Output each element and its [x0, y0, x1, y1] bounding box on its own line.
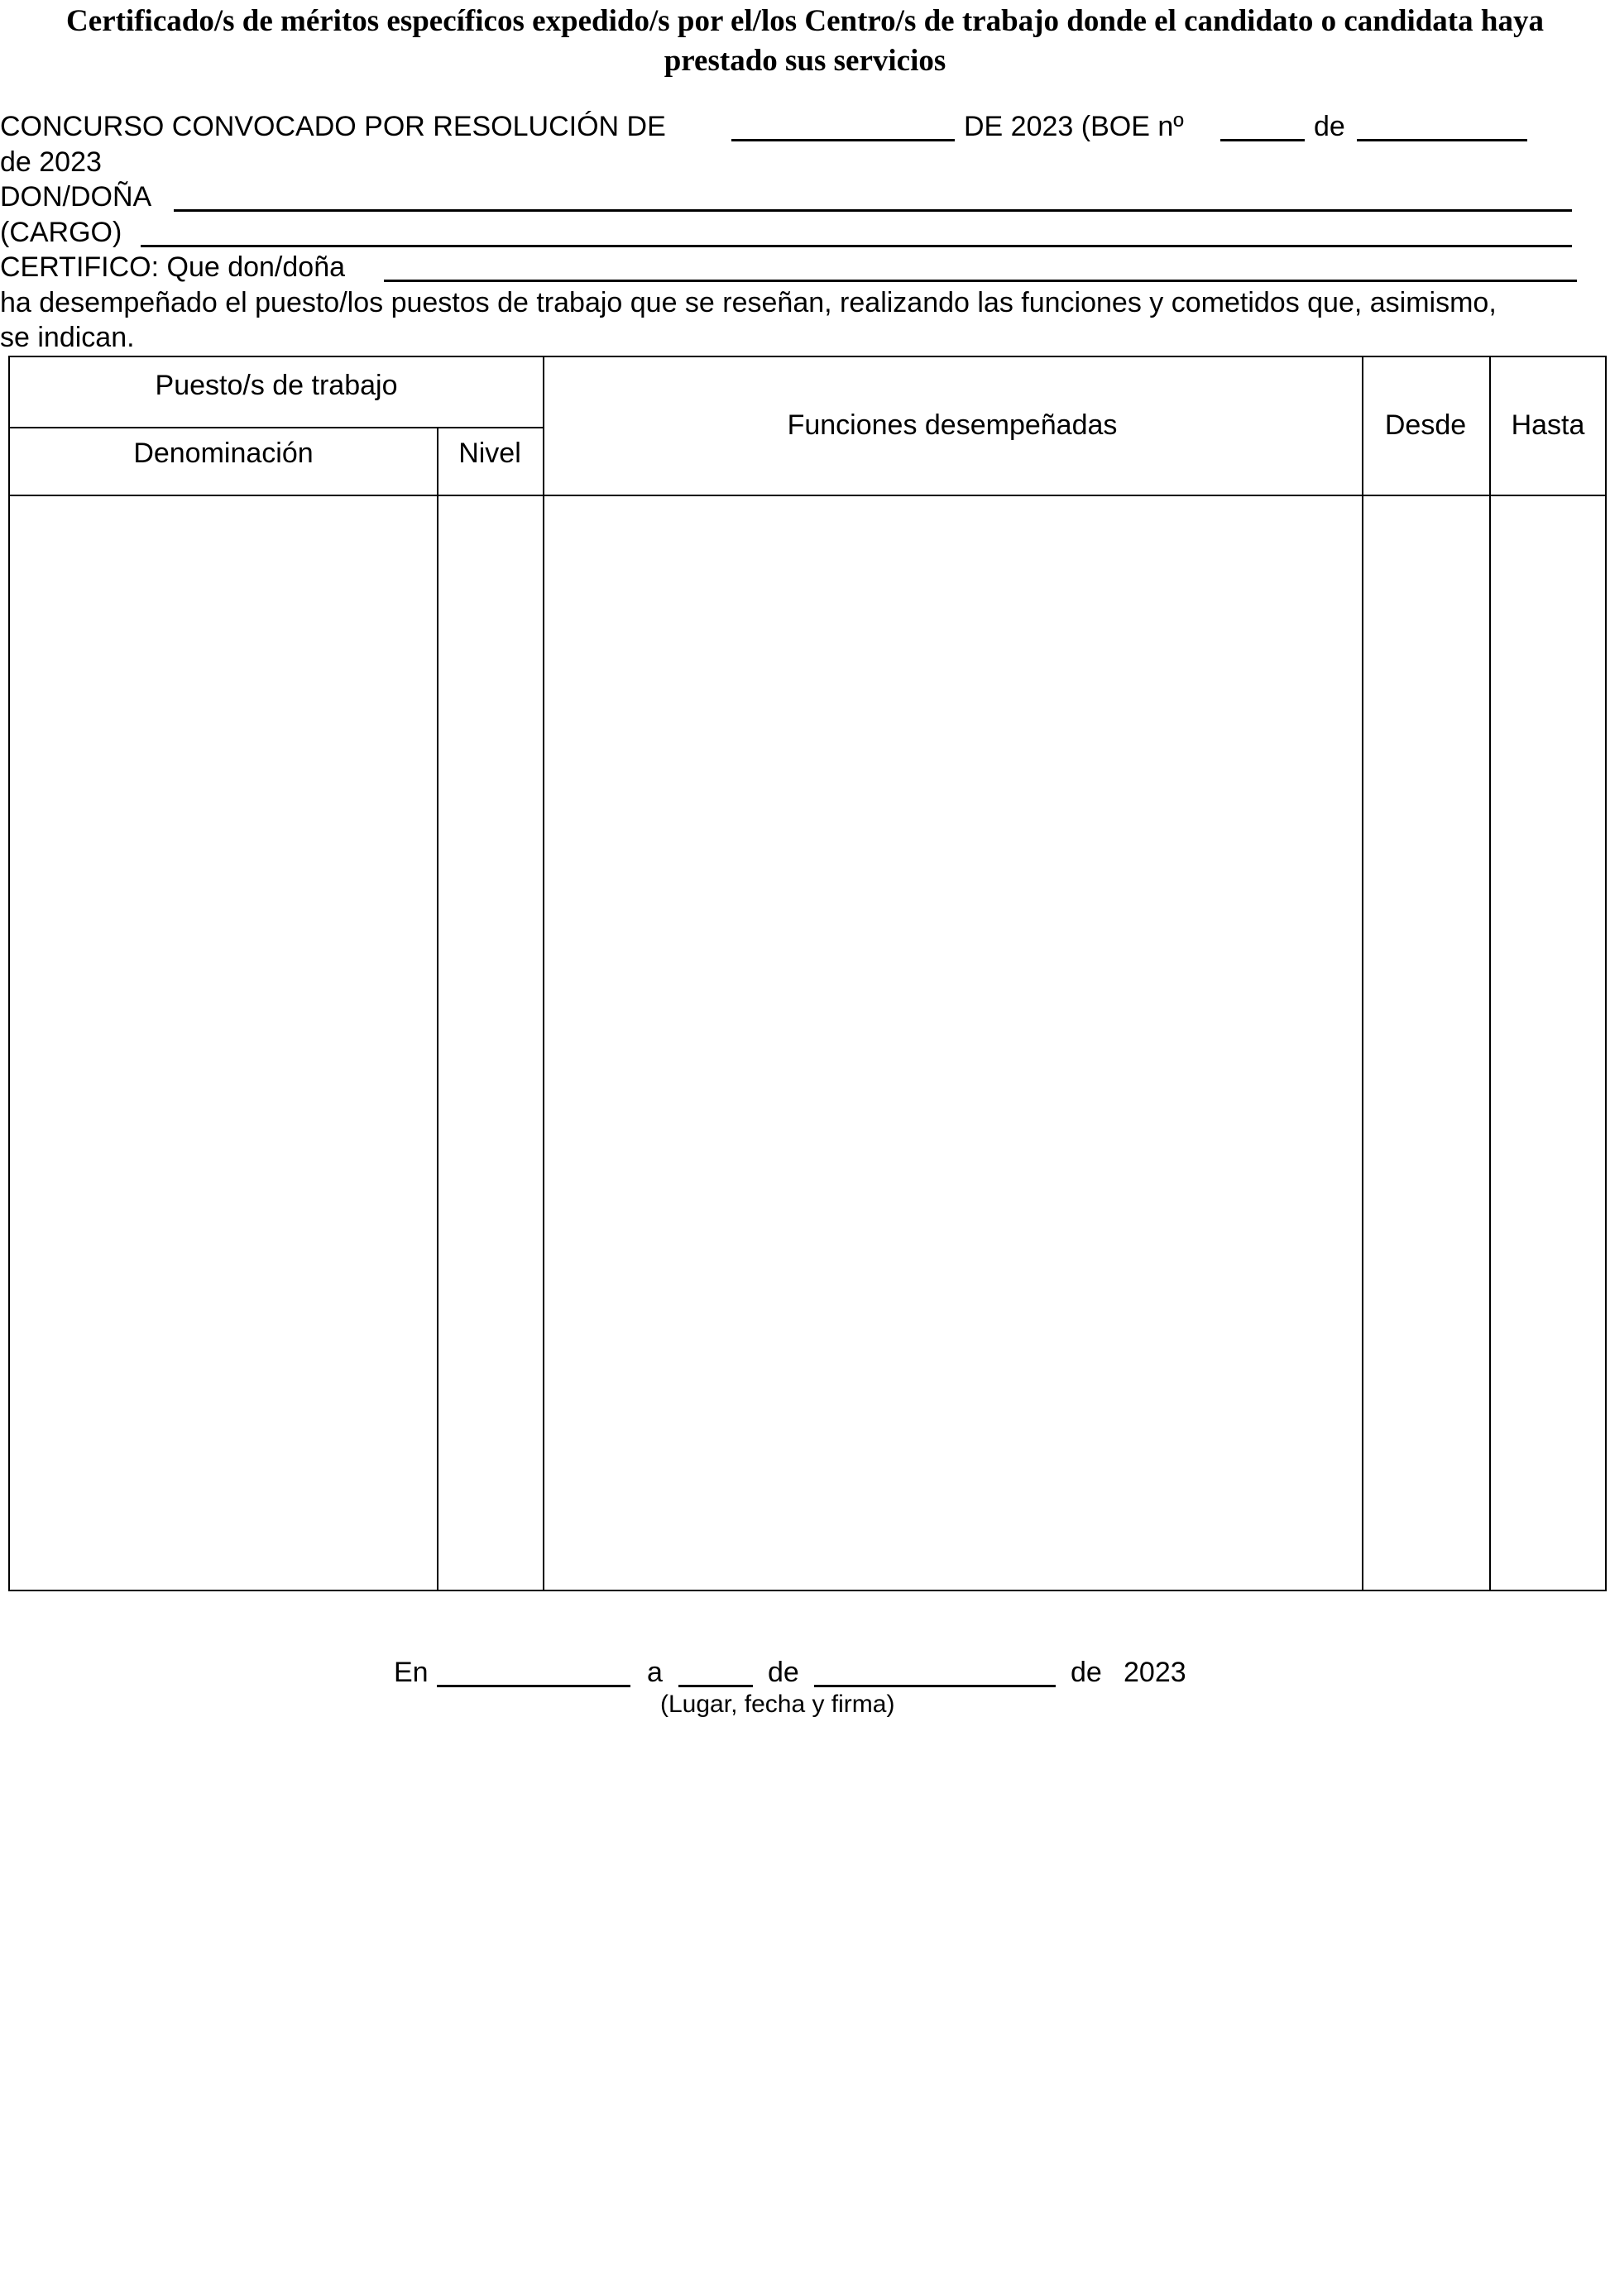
- footer-en: En: [394, 1657, 429, 1688]
- concurso-year: DE 2023 (BOE nº: [964, 111, 1184, 142]
- col-header-funciones: Funciones desempeñadas: [787, 409, 1118, 441]
- cell-desde[interactable]: [1363, 496, 1489, 1591]
- resolucion-blank[interactable]: [731, 139, 955, 141]
- dia-blank[interactable]: [678, 1685, 753, 1687]
- don-label: DON/DOÑA: [0, 181, 152, 213]
- col-header-desde: Desde: [1384, 409, 1467, 441]
- lugar-blank[interactable]: [437, 1685, 630, 1687]
- body-line-1: ha desempeñado el puesto/los puestos de trabajo que se reseñan, realizando las funciones y cometidos que, asimismo,: [0, 287, 1497, 318]
- cargo-blank[interactable]: [141, 245, 1572, 247]
- boe-date-blank[interactable]: [1357, 139, 1527, 141]
- certifico-label: CERTIFICO: Que don/doña: [0, 251, 346, 283]
- col-header-nivel: Nivel: [458, 438, 521, 469]
- mes-blank[interactable]: [814, 1685, 1056, 1687]
- cell-denominacion[interactable]: [10, 496, 437, 1591]
- col-header-denominacion: Denominación: [133, 438, 314, 469]
- concurso-line2: de 2023: [0, 146, 102, 178]
- group-header-puestos: Puesto/s de trabajo: [155, 370, 398, 401]
- footer-a: a: [647, 1657, 663, 1688]
- group-header-divider: [10, 427, 543, 428]
- boe-number-blank[interactable]: [1220, 139, 1305, 141]
- document-title: Certificado/s de méritos específicos expedido/s por el/los Centro/s de trabajo donde el candidato o candidata haya prestado sus servicios: [66, 4, 1544, 78]
- cargo-label: (CARGO): [0, 217, 122, 248]
- positions-table: [8, 356, 1607, 1591]
- cell-hasta[interactable]: [1491, 496, 1607, 1591]
- body-line-2: se indican.: [0, 322, 135, 353]
- cell-funciones[interactable]: [544, 496, 1362, 1591]
- don-blank[interactable]: [174, 209, 1572, 212]
- footer-year: 2023: [1124, 1657, 1186, 1688]
- certifico-blank[interactable]: [384, 280, 1577, 282]
- concurso-de: de: [1314, 111, 1345, 142]
- col-header-hasta: Hasta: [1511, 409, 1585, 441]
- signature-caption: (Lugar, fecha y firma): [660, 1691, 895, 1718]
- footer-de-1: de: [768, 1657, 799, 1688]
- concurso-prefix: CONCURSO CONVOCADO POR RESOLUCIÓN DE: [0, 111, 666, 142]
- footer-de-2: de: [1071, 1657, 1102, 1688]
- cell-nivel[interactable]: [438, 496, 543, 1591]
